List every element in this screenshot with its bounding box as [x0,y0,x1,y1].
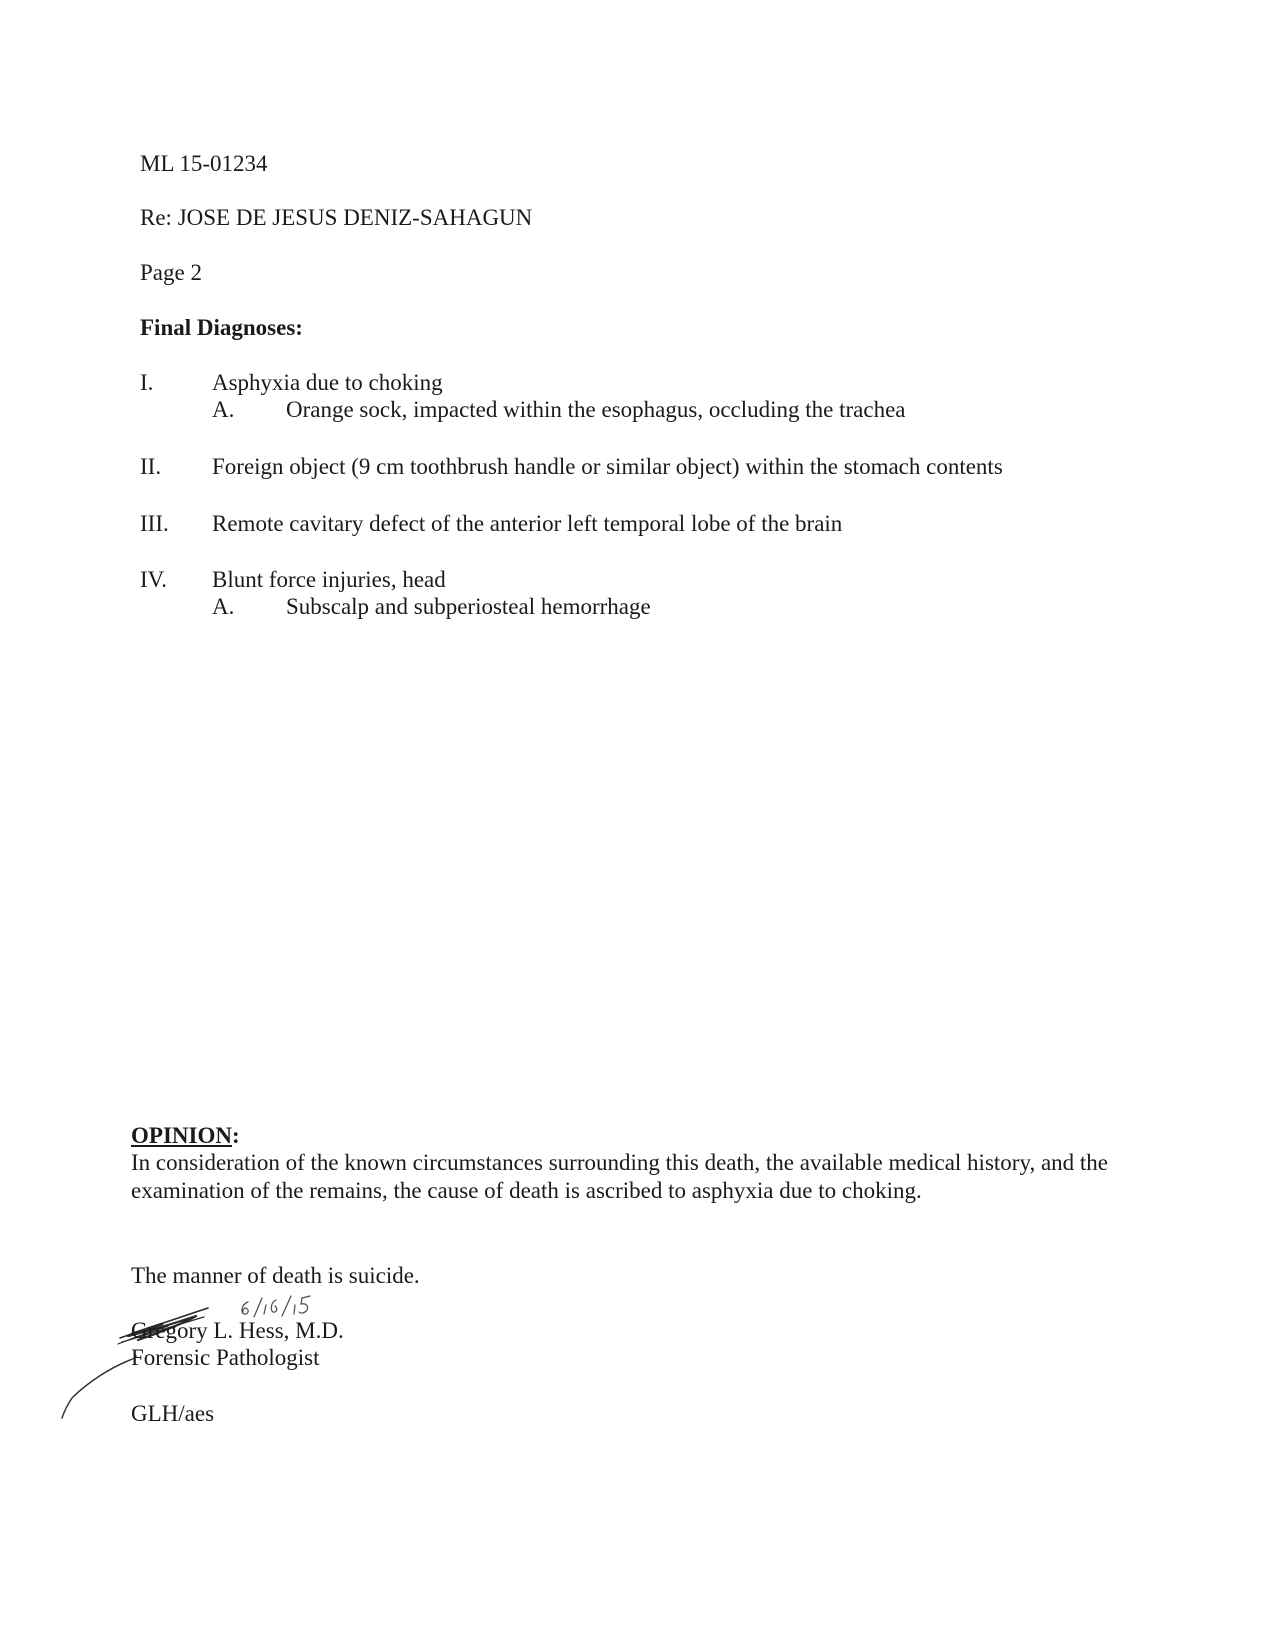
diagnosis-numeral: II. [140,454,162,479]
diagnosis-text: Asphyxia due to choking [212,370,443,395]
signer-title: Forensic Pathologist [131,1345,320,1370]
opinion-heading-colon: : [231,1123,240,1148]
diagnoses-heading: Final Diagnoses: [140,315,303,340]
re-line: Re: JOSE DE JESUS DENIZ-SAHAGUN [140,205,533,230]
diagnosis-numeral: I. [140,370,154,395]
diagnosis-text: Blunt force injuries, head [212,567,446,592]
diagnosis-sub-text: Subscalp and subperiosteal hemorrhage [286,594,651,619]
handwritten-date [242,1296,310,1317]
typist-initials: GLH/aes [131,1401,215,1426]
diagnosis-sub-letter: A. [212,594,235,619]
diagnosis-text: Foreign object (9 cm toothbrush handle or similar object) within the stomach contents [212,454,1003,479]
opinion-heading: OPINION [131,1123,232,1148]
signer-name: Gregory L. Hess, M.D. [131,1318,344,1343]
diagnosis-sub-letter: A. [212,397,235,422]
opinion-heading-line [131,1122,240,1150]
diagnosis-numeral: IV. [140,567,168,592]
diagnosis-sub-text: Orange sock, impacted within the esophagus, occluding the trachea [286,397,906,422]
opinion-body: In consideration of the known circumstances surrounding this death, the available medical history, and the examination of the remains, the cause of death is ascribed to asphyxia due to choking. [131,1150,1109,1203]
case-number: ML 15-01234 [140,151,268,176]
diagnosis-numeral: III. [140,511,169,536]
manner-of-death: The manner of death is suicide. [131,1263,420,1288]
diagnosis-text: Remote cavitary defect of the anterior left temporal lobe of the brain [212,511,843,536]
page-label: Page 2 [140,260,202,285]
